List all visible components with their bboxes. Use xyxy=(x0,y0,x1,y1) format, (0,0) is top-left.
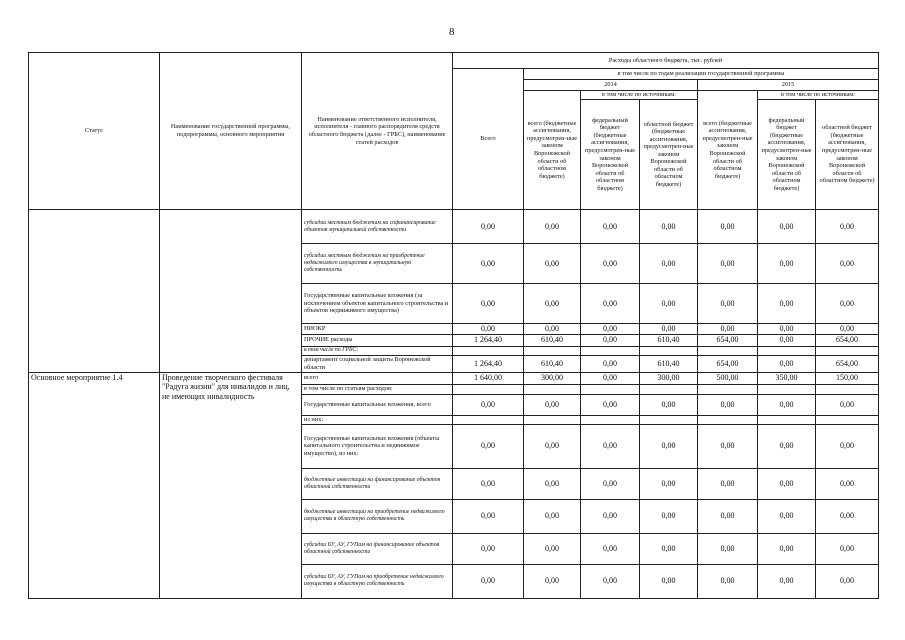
value-cell: 0,00 xyxy=(698,394,758,415)
value-cell: 0,00 xyxy=(816,394,879,415)
value-cell: 0,00 xyxy=(453,394,524,415)
value-cell: 610,40 xyxy=(524,355,581,372)
value-cell: 0,00 xyxy=(524,324,581,335)
value-cell: 0,00 xyxy=(524,394,581,415)
value-cell: 0,00 xyxy=(453,210,524,244)
value-cell: 0,00 xyxy=(698,324,758,335)
budget-table xyxy=(28,52,879,599)
expense-item-label: субсидии местным бюджетам на приобретение недвижимого имущества в муниципальную собственность xyxy=(302,244,453,284)
value-cell: 0,00 xyxy=(581,499,640,533)
expense-item-label: субсидии местным бюджетам на софинансирование объектов муниципальной собственности xyxy=(302,210,453,244)
value-cell: 0,00 xyxy=(758,324,816,335)
value-cell xyxy=(581,346,640,355)
expense-item-label: Государственные капитальные вложения (за исключением объектов капитального строительства и объектов недвижимого имущества) xyxy=(302,284,453,324)
value-cell: 0,00 xyxy=(453,564,524,598)
value-cell: 0,00 xyxy=(640,210,698,244)
value-cell: 0,00 xyxy=(581,324,640,335)
value-cell: 0,00 xyxy=(758,468,816,499)
value-cell xyxy=(816,384,879,394)
value-cell: 610,40 xyxy=(640,355,698,372)
value-cell: 0,00 xyxy=(453,324,524,335)
value-cell: 654,00 xyxy=(816,334,879,346)
value-cell: 0,00 xyxy=(581,284,640,324)
header-2015-total: всего (бюджетные ассигнования, предусмотрен-ные законом Воронежской области об областном бюджете) xyxy=(698,91,758,210)
value-cell: 0,00 xyxy=(453,468,524,499)
value-cell: 500,00 xyxy=(698,372,758,384)
value-cell: 654,00 xyxy=(698,355,758,372)
header-2015-federal: федеральный бюджет (бюджетные ассигнования, предусмотрен-ные законом Воронежской области об областном бюджете) xyxy=(758,100,816,210)
value-cell: 0,00 xyxy=(640,468,698,499)
value-cell: 0,00 xyxy=(758,210,816,244)
value-cell: 0,00 xyxy=(581,355,640,372)
header-total: Всего xyxy=(453,69,524,210)
value-cell xyxy=(758,346,816,355)
value-cell xyxy=(524,384,581,394)
header-by-years: в том числе по годам реализации государственной программы xyxy=(524,69,879,80)
value-cell: 610,40 xyxy=(524,334,581,346)
value-cell: 0,00 xyxy=(816,244,879,284)
value-cell: 0,00 xyxy=(581,564,640,598)
value-cell: 0,00 xyxy=(524,499,581,533)
value-cell: 0,00 xyxy=(698,284,758,324)
value-cell xyxy=(581,384,640,394)
expense-item-label: Государственные капитальные вложения (объекты капитального строительства и недвижимое имущество), из них: xyxy=(302,424,453,468)
value-cell xyxy=(758,384,816,394)
table-row xyxy=(29,210,879,244)
value-cell xyxy=(698,346,758,355)
program-cell-empty xyxy=(160,210,302,373)
header-executor: Наименование ответственного исполнителя, исполнителя - главного распорядителя средств областного бюджета (далее - ГРБС), наименование статей расходов xyxy=(302,53,453,210)
expense-item-label: всего xyxy=(302,372,453,384)
value-cell: 0,00 xyxy=(816,468,879,499)
value-cell: 150,00 xyxy=(816,372,879,384)
value-cell: 0,00 xyxy=(640,244,698,284)
expense-item-label: из них: xyxy=(302,415,453,424)
value-cell: 0,00 xyxy=(453,244,524,284)
expense-item-label: субсидии БУ, АУ, ГУПам на приобретение недвижимого имущества в областную собственность xyxy=(302,564,453,598)
value-cell: 0,00 xyxy=(758,564,816,598)
value-cell: 0,00 xyxy=(581,424,640,468)
table-row xyxy=(29,372,879,384)
value-cell xyxy=(524,346,581,355)
value-cell: 0,00 xyxy=(758,284,816,324)
header-year-2015: 2015 xyxy=(698,80,879,91)
value-cell: 1 640,00 xyxy=(453,372,524,384)
value-cell: 0,00 xyxy=(524,424,581,468)
value-cell xyxy=(524,415,581,424)
value-cell: 0,00 xyxy=(581,468,640,499)
value-cell: 0,00 xyxy=(640,424,698,468)
value-cell: 0,00 xyxy=(698,499,758,533)
expense-item-label: бюджетные инвестиции на финансирование объектов областной собственности xyxy=(302,468,453,499)
page-number: 8 xyxy=(449,26,455,38)
value-cell: 0,00 xyxy=(816,324,879,335)
value-cell: 0,00 xyxy=(758,244,816,284)
value-cell xyxy=(816,346,879,355)
header-2015-sources: в том числе по источникам: xyxy=(758,91,879,100)
value-cell: 0,00 xyxy=(816,564,879,598)
value-cell: 0,00 xyxy=(758,334,816,346)
value-cell: 0,00 xyxy=(816,533,879,564)
expense-item-label: бюджетные инвестиции на приобретение недвижимого имущества в областную собственность xyxy=(302,499,453,533)
value-cell: 0,00 xyxy=(816,499,879,533)
value-cell: 0,00 xyxy=(758,355,816,372)
value-cell xyxy=(640,384,698,394)
value-cell xyxy=(698,384,758,394)
expense-item-label: субсидии БУ, АУ, ГУПам на финансирование объектов областной собственности xyxy=(302,533,453,564)
header-2014-federal: федеральный бюджет (бюджетные ассигнования, предусмотрен-ные законом Воронежской области об областном бюджете) xyxy=(581,100,640,210)
value-cell: 0,00 xyxy=(698,424,758,468)
expense-item-label: ПРОЧИЕ расходы xyxy=(302,334,453,346)
value-cell: 0,00 xyxy=(581,244,640,284)
value-cell xyxy=(640,415,698,424)
value-cell: 0,00 xyxy=(698,533,758,564)
value-cell: 0,00 xyxy=(640,564,698,598)
value-cell: 0,00 xyxy=(581,372,640,384)
value-cell: 0,00 xyxy=(524,468,581,499)
status-cell-empty xyxy=(29,210,160,373)
header-2014-total: всего (бюджетные ассигнования, предусмотрен-ные законом Воронежской области об областном бюджете) xyxy=(524,91,581,210)
value-cell: 0,00 xyxy=(640,499,698,533)
value-cell xyxy=(758,415,816,424)
value-cell: 0,00 xyxy=(640,324,698,335)
value-cell: 654,00 xyxy=(816,355,879,372)
value-cell: 0,00 xyxy=(698,564,758,598)
value-cell xyxy=(453,346,524,355)
value-cell: 0,00 xyxy=(640,284,698,324)
header-2014-sources: в том числе по источникам: xyxy=(581,91,698,100)
value-cell: 0,00 xyxy=(816,284,879,324)
value-cell xyxy=(453,415,524,424)
value-cell: 300,00 xyxy=(524,372,581,384)
value-cell: 0,00 xyxy=(640,394,698,415)
value-cell: 0,00 xyxy=(698,244,758,284)
value-cell: 0,00 xyxy=(453,284,524,324)
value-cell xyxy=(640,346,698,355)
value-cell: 0,00 xyxy=(758,499,816,533)
header-program-name: Наименование государственной программы, подпрограммы, основного мероприятия xyxy=(160,53,302,210)
value-cell: 0,00 xyxy=(581,210,640,244)
value-cell: 0,00 xyxy=(524,533,581,564)
value-cell: 0,00 xyxy=(581,394,640,415)
expense-item-label: в том числе по статьям расходов: xyxy=(302,384,453,394)
value-cell: 0,00 xyxy=(758,424,816,468)
value-cell: 1 264,40 xyxy=(453,334,524,346)
value-cell: 0,00 xyxy=(698,210,758,244)
value-cell: 0,00 xyxy=(581,334,640,346)
value-cell: 0,00 xyxy=(816,424,879,468)
value-cell: 0,00 xyxy=(453,424,524,468)
value-cell: 0,00 xyxy=(453,533,524,564)
header-2014-regional: областной бюджет (бюджетные ассигнования, предусмотрен-ные законом Воронежской области об областном бюджете) xyxy=(640,100,698,210)
activity-name: Проведение творческого фестиваля "Радуга жизни" для инвалидов и лиц, не имеющих инвалидность xyxy=(160,372,302,598)
value-cell: 0,00 xyxy=(524,210,581,244)
value-cell: 300,00 xyxy=(640,372,698,384)
header-status: Статус xyxy=(29,53,160,210)
value-cell: 0,00 xyxy=(698,468,758,499)
value-cell xyxy=(581,415,640,424)
header-expenses-title: Расходы областного бюджета, тыс. рублей xyxy=(453,53,879,69)
value-cell: 0,00 xyxy=(453,499,524,533)
value-cell: 350,00 xyxy=(758,372,816,384)
value-cell: 0,00 xyxy=(816,210,879,244)
expense-item-label: департамент социальной защиты Воронежской области xyxy=(302,355,453,372)
value-cell xyxy=(453,384,524,394)
expense-item-label: в том числе по ГРБС: xyxy=(302,346,453,355)
expense-item-label: Государственные капитальные вложения, всего xyxy=(302,394,453,415)
expense-item-label: НИОКР xyxy=(302,324,453,335)
value-cell xyxy=(698,415,758,424)
value-cell: 0,00 xyxy=(524,564,581,598)
value-cell: 0,00 xyxy=(758,394,816,415)
header-2015-regional: областной бюджет (бюджетные ассигнования, предусмотрен-ные законом Воронежской области об областном бюджете) xyxy=(816,100,879,210)
value-cell: 610,40 xyxy=(640,334,698,346)
value-cell: 1 264,40 xyxy=(453,355,524,372)
value-cell: 654,00 xyxy=(698,334,758,346)
value-cell xyxy=(816,415,879,424)
header-year-2014: 2014 xyxy=(524,80,698,91)
value-cell: 0,00 xyxy=(524,244,581,284)
value-cell: 0,00 xyxy=(524,284,581,324)
value-cell: 0,00 xyxy=(758,533,816,564)
value-cell: 0,00 xyxy=(581,533,640,564)
value-cell: 0,00 xyxy=(640,533,698,564)
activity-status: Основное мероприятие 1.4 xyxy=(29,372,160,598)
